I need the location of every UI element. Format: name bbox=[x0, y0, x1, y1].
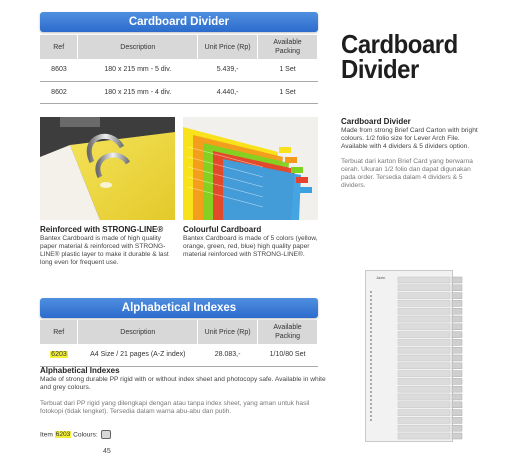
alpha-desc-id: Terbuat dari PP rigid yang dilengkapi dengan atau tanpa index sheet, yang aman untuk hasil fotokopi (tidak lengket). Tersedia dalam warna abu-abu dan putih. bbox=[40, 400, 310, 415]
index-row bbox=[398, 285, 450, 291]
row-price: 28.083,- bbox=[198, 344, 258, 366]
cardboard-divider-table bbox=[40, 35, 318, 104]
index-tab bbox=[452, 355, 462, 361]
index-row bbox=[398, 425, 450, 431]
index-row bbox=[398, 293, 450, 299]
feature-right-heading: Colourful Cardboard bbox=[183, 225, 262, 234]
col-unit-price: Unit Price (Rp) bbox=[198, 35, 258, 59]
index-tab bbox=[452, 300, 462, 306]
index-tab bbox=[452, 410, 462, 416]
table-row bbox=[40, 81, 318, 103]
feature-left-body: Bantex Cardboard is made of high quality paper material & reinforced with STRONG-LINE® plastic layer to make it durable & last long even for frequent use. bbox=[40, 235, 169, 266]
row-ref bbox=[40, 344, 78, 366]
index-tab bbox=[452, 332, 462, 338]
index-tab bbox=[452, 339, 462, 345]
index-tab bbox=[452, 277, 462, 283]
product-heading: Cardboard Divider bbox=[341, 117, 411, 126]
index-tab bbox=[452, 402, 462, 408]
row-price: 4.440,- bbox=[198, 81, 258, 103]
table-row bbox=[40, 59, 318, 81]
row-description: 180 x 215 mm - 5 div. bbox=[78, 59, 198, 81]
index-row bbox=[398, 308, 450, 314]
row-description: A4 Size / 21 pages (A-Z index) bbox=[78, 344, 198, 366]
product-desc-id: Terbuat dari karton Brief Card yang berwarna cerah. Ukuran 1/2 folio dan dapat digunakan pada order. Tersedia dalam 4 dividers & 5 dividers. bbox=[341, 158, 473, 189]
alpha-heading: Alphabetical Indexes bbox=[40, 366, 120, 375]
big-title-line2: Divider bbox=[341, 54, 419, 84]
index-tab bbox=[452, 378, 462, 384]
col-ref: Ref bbox=[40, 35, 78, 59]
table-row bbox=[40, 344, 318, 366]
index-row bbox=[398, 324, 450, 330]
alpha-desc-en: Made of strong durable PP rigid with or without index sheet and photocopy safe. Available in white and grey colours. bbox=[40, 376, 326, 391]
alphabetical-indexes-bar: Alphabetical Indexes bbox=[40, 298, 318, 318]
index-row bbox=[398, 417, 450, 423]
row-packing: 1 Set bbox=[258, 59, 318, 81]
index-row bbox=[398, 363, 450, 369]
index-row bbox=[398, 378, 450, 384]
colours-ref-highlight: 6203 bbox=[55, 431, 71, 439]
big-title bbox=[341, 29, 458, 84]
index-tabs-illustration bbox=[396, 273, 466, 443]
index-row bbox=[398, 300, 450, 306]
row-packing: 1 Set bbox=[258, 81, 318, 103]
row-packing: 1/10/80 Set bbox=[258, 344, 318, 366]
index-tab bbox=[452, 293, 462, 299]
index-row bbox=[398, 316, 450, 322]
index-row bbox=[398, 277, 450, 283]
product-desc-en: Made from strong Brief Card Carton with bright colours. 1/2 folio size for Lever Arch File. Available with 4 dividers & 5 dividers option. bbox=[341, 127, 478, 150]
page-number: 45 bbox=[103, 448, 111, 455]
big-title-line1: Cardboard bbox=[341, 29, 458, 59]
index-tab bbox=[452, 285, 462, 291]
index-row bbox=[398, 339, 450, 345]
index-tab bbox=[452, 347, 462, 353]
index-row bbox=[398, 402, 450, 408]
row-price: 5.439,- bbox=[198, 59, 258, 81]
index-tab bbox=[452, 324, 462, 330]
index-tab bbox=[452, 308, 462, 314]
feature-left-heading bbox=[40, 225, 163, 234]
index-tab bbox=[452, 394, 462, 400]
strong-line-brand: STRONG-LINE® bbox=[102, 225, 164, 234]
row-ref: 8602 bbox=[40, 81, 78, 103]
feature-left-heading-prefix: Reinforced with bbox=[40, 225, 103, 234]
col-packing: Available Packing bbox=[258, 320, 318, 344]
colours-prefix: Item bbox=[40, 431, 55, 439]
row-ref: 8603 bbox=[40, 59, 78, 81]
index-tab bbox=[452, 417, 462, 423]
index-tab bbox=[452, 425, 462, 431]
index-row bbox=[398, 386, 450, 392]
index-tab bbox=[452, 316, 462, 322]
grey-colour-swatch bbox=[101, 430, 111, 439]
index-row bbox=[398, 355, 450, 361]
index-row bbox=[398, 433, 450, 439]
colourful-dividers-photo bbox=[183, 117, 318, 220]
col-unit-price: Unit Price (Rp) bbox=[198, 320, 258, 344]
row-description: 180 x 215 mm - 4 div. bbox=[78, 81, 198, 103]
col-description: Description bbox=[78, 320, 198, 344]
index-row bbox=[398, 371, 450, 377]
index-tab bbox=[452, 371, 462, 377]
index-tab bbox=[452, 433, 462, 439]
ring-binder-photo bbox=[40, 117, 175, 220]
feature-right-body: Bantex Cardboard is made of 5 colors (yellow, orange, green, red, blue) high quality paper material reinforced with STRONG-LINE®. bbox=[183, 235, 318, 258]
col-packing: Available Packing bbox=[258, 35, 318, 59]
index-tab bbox=[452, 386, 462, 392]
index-row bbox=[398, 332, 450, 338]
alphabetical-indexes-table bbox=[40, 320, 318, 367]
index-row bbox=[398, 347, 450, 353]
index-sheet-binding-holes bbox=[370, 291, 374, 421]
col-description: Description bbox=[78, 35, 198, 59]
index-sheet-title: Jaxin bbox=[376, 275, 386, 280]
index-row bbox=[398, 410, 450, 416]
alpha-colours-label bbox=[40, 430, 111, 439]
col-ref: Ref bbox=[40, 320, 78, 344]
index-tab bbox=[452, 363, 462, 369]
ref-highlight: 6203 bbox=[51, 351, 67, 359]
index-row bbox=[398, 394, 450, 400]
cardboard-divider-bar: Cardboard Divider bbox=[40, 12, 318, 32]
colours-suffix: Colours: bbox=[71, 431, 98, 439]
